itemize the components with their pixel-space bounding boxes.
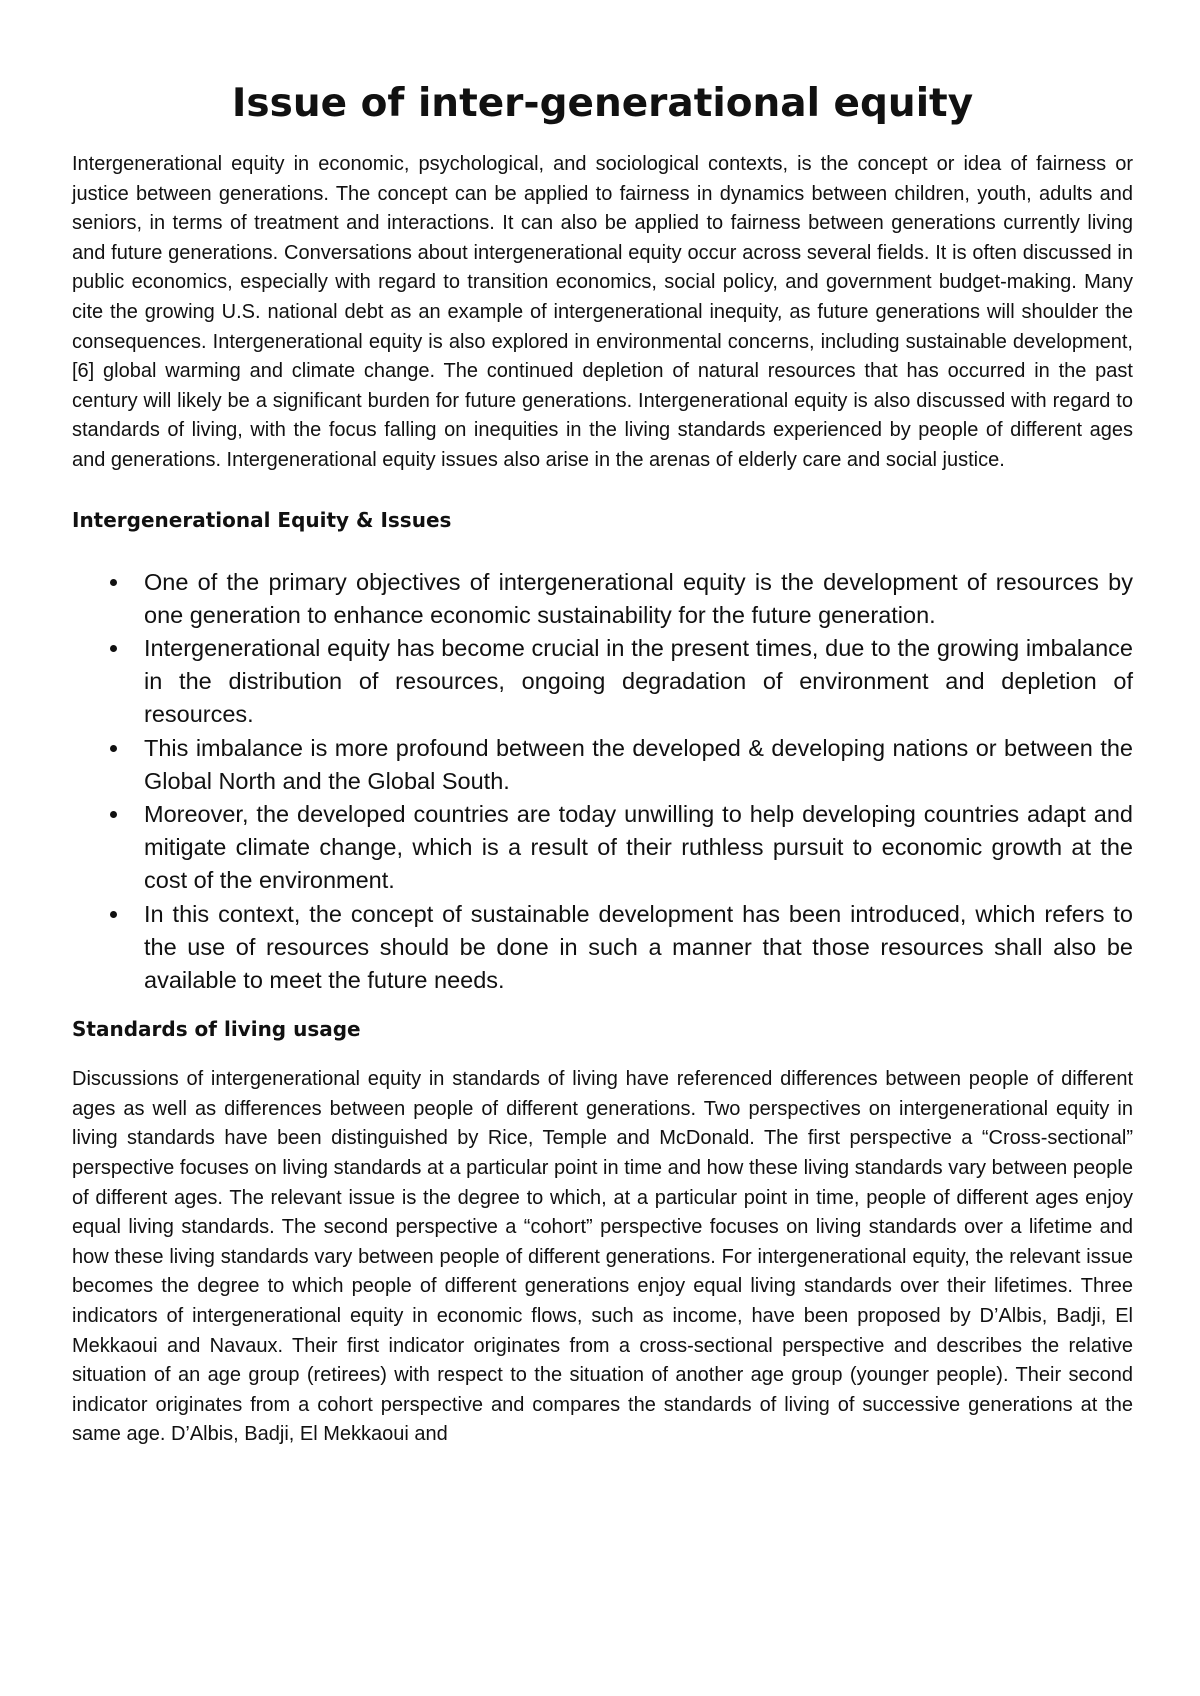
bullet-text: One of the primary objectives of intergenerational equity is the development of resources by one generation to enhance economic sustainability for the future generation.	[144, 568, 1133, 628]
bullet-item	[72, 898, 1133, 998]
document-page	[72, 78, 1133, 1450]
section-heading-standards-of-living: Standards of living usage	[72, 1017, 361, 1042]
document-title: Issue of inter-generational equity	[231, 81, 974, 126]
bullet-text: Intergenerational equity has become crucial in the present times, due to the growing imbalance in the distribution of resources, ongoing degradation of environment and depletion of resources.	[144, 634, 1133, 728]
bullet-item	[72, 566, 1133, 632]
standards-of-living-paragraph: Discussions of intergenerational equity in standards of living have referenced differences between people of different ages as well as differences between people of different generations. Two perspectives on intergenerational equity in living standards have been distinguished by Rice, Temple and McDonald. The first perspective a “Cross-sectional” perspective focuses on living standards at a particular point in time and how these living standards vary between people of different ages. The relevant issue is the degree to which, at a particular point in time, people of different ages enjoy equal living standards. The second perspective a “cohort” perspective focuses on living standards over a lifetime and how these living standards vary between people of different generations. For intergenerational equity, the relevant issue becomes the degree to which people of different generations enjoy equal living standards over their lifetimes. Three indicators of intergenerational equity in economic flows, such as income, have been proposed by D’Albis, Badji, El Mekkaoui and Navaux. Their first indicator originates from a cross-sectional perspective and describes the relative situation of an age group (retirees) with respect to the situation of another age group (younger people). Their second indicator originates from a cohort perspective and compares the standards of living of successive generations at the same age. D’Albis, Badji, El Mekkaoui and	[72, 1068, 1133, 1446]
bullet-dot-icon	[110, 811, 117, 818]
bullet-text: This imbalance is more profound between the developed & developing nations or between the Global North and the Global South.	[144, 734, 1133, 794]
bullet-text: In this context, the concept of sustainable development has been introduced, which refers to the use of resources should be done in such a manner that those resources shall also be available to meet the future needs.	[144, 900, 1133, 993]
bullet-item	[72, 732, 1133, 798]
bullet-dot-icon	[110, 911, 117, 918]
equity-issues-bullet-list	[72, 566, 1133, 998]
bullet-dot-icon	[110, 745, 117, 752]
bullet-item	[72, 632, 1133, 732]
bullet-text: Moreover, the developed countries are today unwilling to help developing countries adapt and mitigate climate change, which is a result of their ruthless pursuit to economic growth at the cost of the environment.	[144, 800, 1133, 894]
bullet-item	[72, 798, 1133, 898]
section-heading-equity-issues: Intergenerational Equity & Issues	[72, 507, 452, 532]
bullet-dot-icon	[110, 645, 117, 652]
bullet-dot-icon	[110, 579, 117, 586]
intro-paragraph: Intergenerational equity in economic, psychological, and sociological contexts, is the concept or idea of fairness or justice between generations. The concept can be applied to fairness in dynamics between children, youth, adults and seniors, in terms of treatment and interactions. It can also be applied to fairness between generations currently living and future generations. Conversations about intergenerational equity occur across several fields. It is often discussed in public economics, especially with regard to transition economics, social policy, and government budget-making. Many cite the growing U.S. national debt as an example of intergenerational inequity, as future generations will shoulder the consequences. Intergenerational equity is also explored in environmental concerns, including sustainable development,[6] global warming and climate change. The continued depletion of natural resources that has occurred in the past century will likely be a significant burden for future generations. Intergenerational equity is also discussed with regard to standards of living, with the focus falling on inequities in the living standards experienced by people of different ages and generations. Intergenerational equity issues also arise in the arenas of elderly care and social justice.	[72, 153, 1133, 471]
